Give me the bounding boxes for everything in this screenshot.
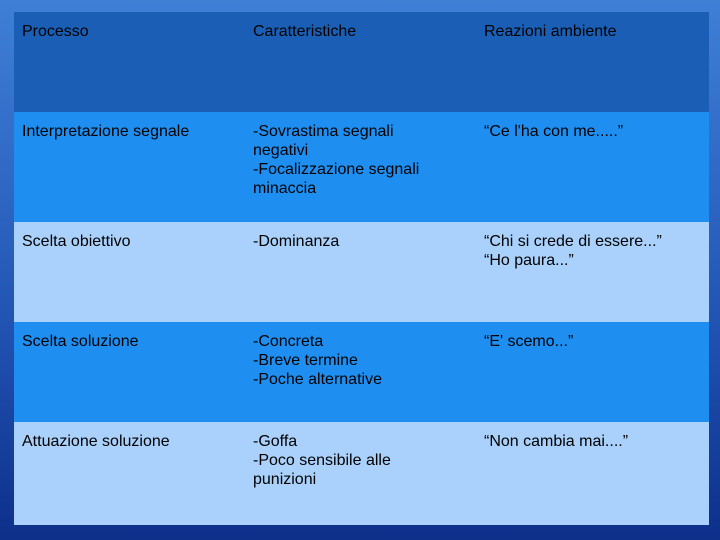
cell-reazioni: “E' scemo...”	[484, 333, 574, 350]
cell-processo: Interpretazione segnale	[22, 123, 190, 140]
cell-caratteristiche: -Goffa -Poco sensibile alle punizioni	[253, 433, 391, 488]
header-caratteristiche: Caratteristiche	[253, 23, 357, 40]
cell-reazioni: “Non cambia mai....”	[484, 433, 629, 450]
table-row	[14, 422, 709, 525]
cell-caratteristiche: -Sovrastima segnali negativi -Focalizzazione segnali minaccia	[253, 123, 420, 197]
cell-processo: Scelta obiettivo	[22, 233, 131, 250]
header-processo: Processo	[22, 23, 89, 40]
table-row	[14, 322, 709, 422]
cell-caratteristiche: -Concreta -Breve termine -Poche alternative	[253, 333, 382, 388]
table-row	[14, 222, 709, 322]
cell-processo: Scelta soluzione	[22, 333, 139, 350]
cell-reazioni: “Ce l'ha con me.....”	[484, 123, 624, 140]
cell-caratteristiche: -Dominanza	[253, 233, 340, 250]
cell-processo: Attuazione soluzione	[22, 433, 170, 450]
cell-reazioni: “Chi si crede di essere...” “Ho paura...”	[484, 233, 662, 269]
header-reazioni-ambiente: Reazioni ambiente	[484, 23, 617, 40]
table-header-row	[14, 12, 709, 112]
table-row	[14, 112, 709, 222]
process-table	[14, 12, 709, 525]
